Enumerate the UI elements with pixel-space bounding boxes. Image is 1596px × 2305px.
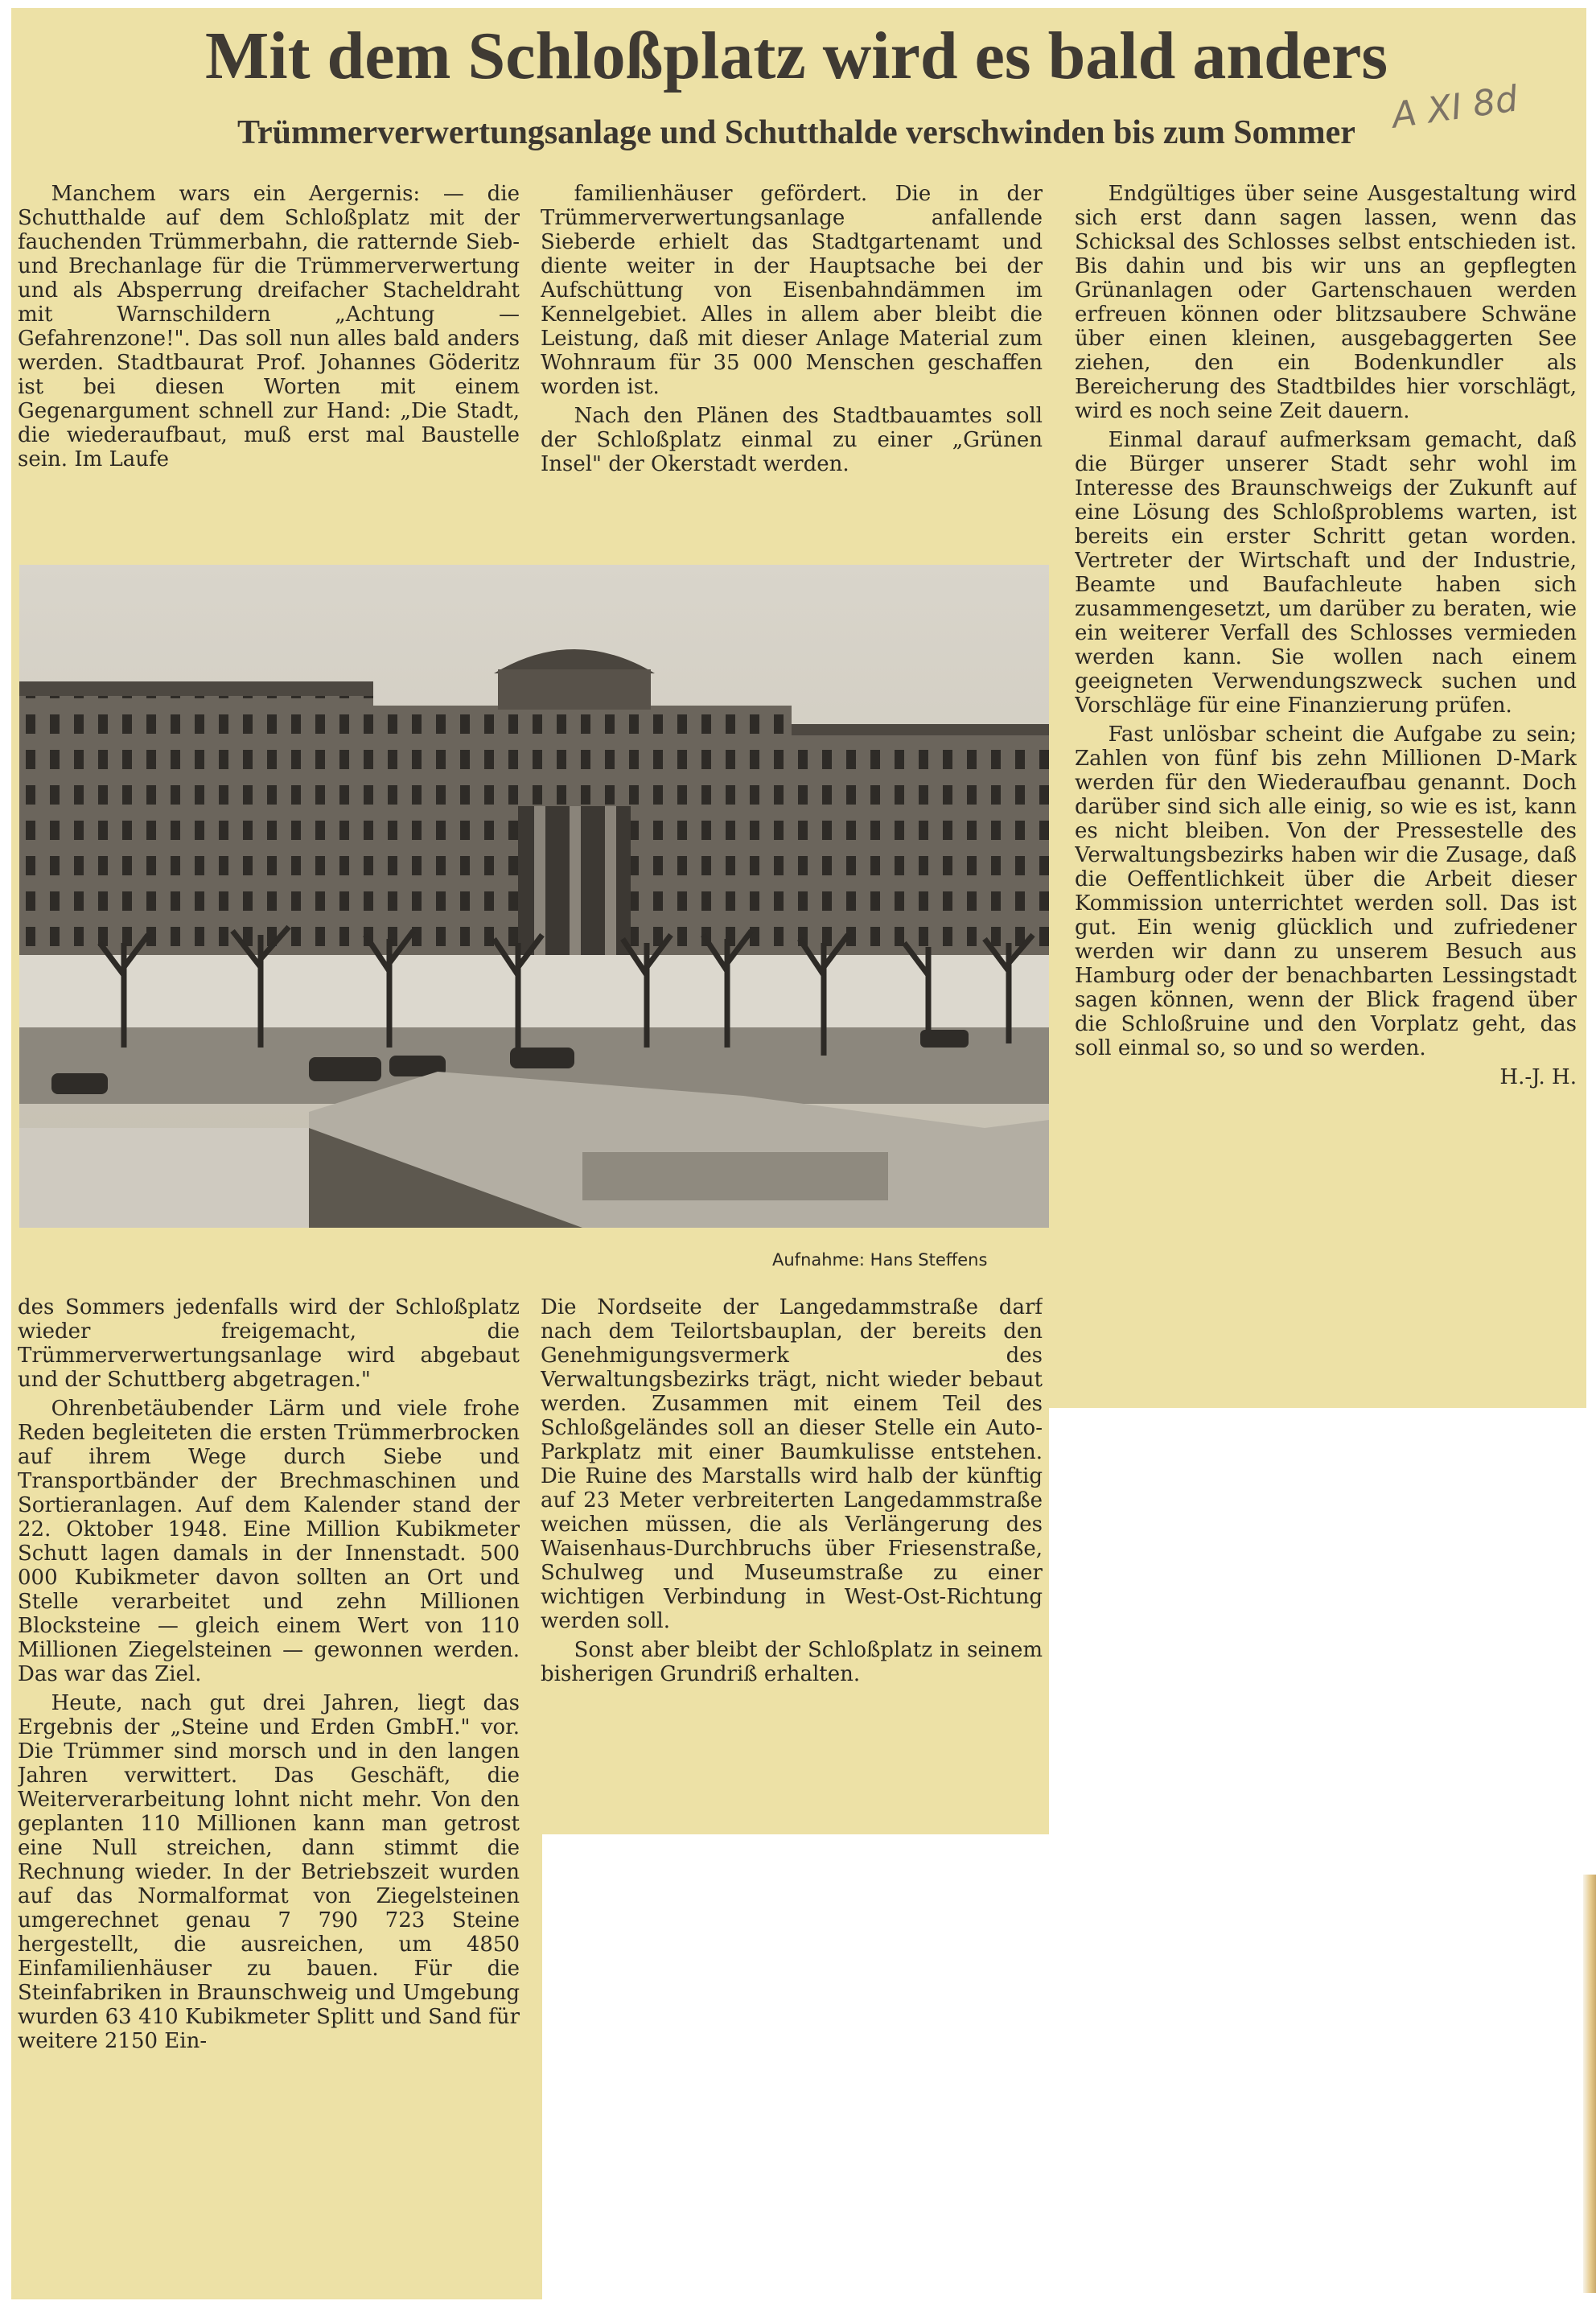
archive-note: A XI 8d	[1389, 78, 1520, 137]
paragraph: Die Nordseite der Langedammstraße darf nach dem Teilortsbauplan, der bereits den Genehmigungsvermerk des Verwaltungsbezirks trägt, nicht wieder bebaut werden. Zusammen mit einem Teil des Schloßgeländes soll an dieser Stelle ein Auto-Parkplatz mit einer Baumkulisse entstehen. Die Ruine des Marstalls wird halb der künftig auf 23 Meter verbreiterten Langedammstraße weichen müssen, die als Verlängerung des Waisenhaus-Durchbruchs über Friesenstraße, Schulweg und Museumstraße zu einer wichtigen Verbindung in West-Ost-Richtung werden soll.	[541, 1295, 1043, 1633]
headline: Mit dem Schloßplatz wird es bald anders	[204, 19, 1388, 93]
column-3	[1075, 182, 1577, 1410]
paragraph: familienhäuser gefördert. Die in der Trümmerverwertungsanlage anfallende Sieberde erhielt das Stadtgartenamt und diente weiter in der Hauptsache bei der Aufschüttung von Eisenbahndämmen im Kennelgebiet. Alles in allem aber bleibt die Leistung, daß mit dieser Anlage Material zum Wohnraum für 35 000 Menschen geschaffen worden ist.	[541, 182, 1043, 399]
paragraph: Manchem wars ein Aergernis: — die Schutthalde auf dem Schloßplatz mit der fauchenden Trümmerbahn, die ratternde Sieb- und Brechanlage für die Trümmerverwertung und als Absperrung dreifacher Stacheldraht mit Warnschildern „Achtung — Gefahrenzone!". Das soll nun alles bald anders werden. Stadtbaurat Prof. Johannes Göderitz ist bei diesen Worten mit einem Gegenargument schnell zur Hand: „Die Stadt, die wiederaufbaut, muß erst mal Baustelle sein. Im Laufe	[18, 182, 520, 471]
photo-credit: Aufnahme: Hans Steffens	[772, 1250, 988, 1270]
column-2-top	[541, 182, 1043, 542]
paragraph: des Sommers jedenfalls wird der Schloßplatz wieder freigemacht, die Trümmerverwertungsanlage wird abgebaut und der Schuttberg abgetragen."	[18, 1295, 520, 1392]
subheadline: Trümmerverwertungsanlage und Schutthalde verschwinden bis zum Sommer	[237, 114, 1355, 151]
column-1-bottom	[18, 1295, 520, 2293]
signature: H.-J. H.	[1499, 1065, 1577, 1089]
paragraph: Ohrenbetäubender Lärm und viele frohe Reden begleiteten die ersten Trümmerbrocken auf ihrem Wege durch Siebe und Transportbänder der Brechmaschinen und Sortieranlagen. Auf dem Kalender stand der 22. Oktober 1948. Eine Million Kubikmeter Schutt lagen damals in der Innenstadt. 500 000 Kubikmeter davon sollten an Ort und Stelle verarbeitet und zehn Millionen Blocksteine — gleich einem Wert von 110 Millionen Ziegelsteinen — gewonnen werden. Das war das Ziel.	[18, 1397, 520, 1686]
paragraph: Endgültiges über seine Ausgestaltung wird sich erst dann sagen lassen, wenn das Schicksal des Schlosses selbst entschieden ist. Bis dahin und bis wir uns an gepflegten Grünanlagen oder Gartenschauen werden erfreuen können oder blitzsaubere Schwäne über einen kleinen, ausgebaggerten See ziehen, den ein Bodenkundler als Bereicherung des Stadtbildes hier vorschlägt, wird es noch seine Zeit dauern.	[1075, 182, 1577, 423]
castle-photo	[19, 565, 1049, 1228]
castle-left-wing	[19, 681, 373, 955]
paragraph: Sonst aber bleibt der Schloßplatz in seinem bisherigen Grundriß erhalten.	[541, 1638, 1043, 1686]
paragraph: Fast unlösbar scheint die Aufgabe zu sein; Zahlen von fünf bis zehn Millionen D-Mark werden für den Wiederaufbau genannt. Doch darüber sind sich alle einig, so wie es ist, kann es nicht bleiben. Von der Pressestelle des Verwaltungsbezirks haben wir die Zusage, daß die Oeffentlichkeit über die Arbeit dieser Kommission unterrichtet werden soll. Das ist gut. Ein wenig glücklich und zufriedener werden wir dann zu unserem Besuch aus Hamburg oder der benachbarten Lessingstadt sagen können, wenn der Blick fragend über die Schloßruine und den Vorplatz geht, das soll einmal so, so und so werden.	[1075, 722, 1577, 1060]
paragraph: Nach den Plänen des Stadtbauamtes soll der Schloßplatz einmal zu einer „Grünen Insel" der Okerstadt werden.	[541, 404, 1043, 476]
paragraph: Heute, nach gut drei Jahren, liegt das Ergebnis der „Steine und Erden GmbH." vor. Die Trümmer sind morsch und in den langen Jahren verwittert. Das Geschäft, die Weiterverarbeitung lohnt nicht mehr. Von den geplanten 110 Millionen kann man getrost eine Null streichen, dann stimmt die Rechnung wieder. In der Betriebszeit wurden auf das Normalformat von Ziegelsteinen umgerechnet genau 7 790 723 Steine hergestellt, die ausreichen, um 4850 Einfamilienhäuser zu bauen. Für die Steinfabriken in Braunschweig und Umgebung wurden 63 410 Kubikmeter Splitt und Sand für weitere 2150 Ein-	[18, 1691, 520, 2053]
scan-edge	[1583, 1875, 1596, 2293]
castle-right-wing	[792, 724, 1049, 955]
paragraph: Einmal darauf aufmerksam gemacht, daß die Bürger unserer Stadt sehr wohl im Interesse des Braunschweigs der Zukunft auf eine Lösung des Schloßproblems warten, ist bereits ein erster Schritt getan worden. Vertreter der Wirtschaft und der Industrie, Beamte und Baufachleute haben sich zusammengesetzt, um darüber zu beraten, wie ein weiterer Verfall des Schlosses vermieden werden kann. Sie wollen nach einem geeigneten Verwendungszweck suchen und Vorschläge für eine Finanzierung prüfen.	[1075, 428, 1577, 718]
column-1-top	[18, 182, 520, 542]
column-2-bottom	[541, 1295, 1043, 1810]
